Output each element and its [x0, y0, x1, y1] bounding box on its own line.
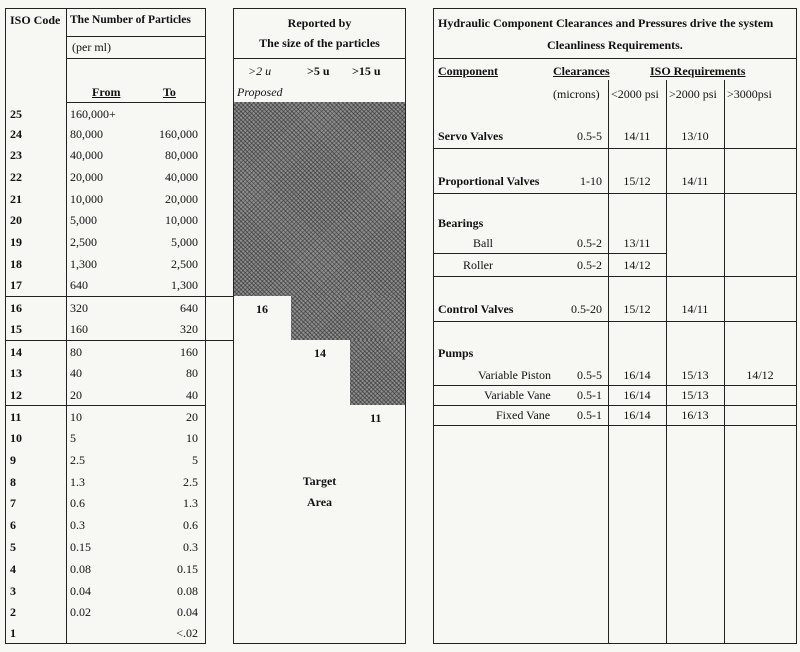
per-ml-label: (per ml) — [72, 40, 111, 54]
to-cell: 2,500 — [171, 257, 198, 271]
size-2u-label: >2 u — [248, 64, 272, 78]
to-cell: 80 — [186, 366, 198, 380]
iso-requirement-cell: 13/11 — [623, 236, 651, 250]
component-name-cell: Proportional Valves — [438, 174, 540, 188]
hatched-area-mid — [291, 296, 405, 340]
clearance-cell: 0.5-2 — [577, 236, 602, 250]
iso-code-cell: 11 — [10, 410, 22, 424]
iso-requirement-cell: 16/13 — [681, 408, 709, 422]
from-cell: 2,500 — [70, 235, 97, 249]
clearances-title-1: Hydraulic Component Clearances and Pressures drive the system — [438, 16, 774, 30]
iso-code-cell: 23 — [10, 148, 22, 162]
reported-title-1: Reported by — [287, 16, 352, 30]
to-cell: 0.6 — [183, 518, 198, 532]
component-name-cell: Variable Vane — [484, 388, 551, 402]
to-cell: 0.08 — [177, 584, 198, 598]
iso-requirement-cell: 15/12 — [623, 302, 651, 316]
from-cell: 1.3 — [70, 475, 85, 489]
to-cell: 2.5 — [183, 475, 198, 489]
particles-header: The Number of Particles — [70, 14, 191, 26]
hatched-area-lower — [350, 340, 405, 405]
from-cell: 640 — [70, 278, 88, 292]
iso-code-cell: 24 — [10, 127, 22, 141]
to-cell: 5,000 — [171, 235, 198, 249]
to-cell: <.02 — [176, 626, 198, 640]
from-cell: 0.08 — [70, 562, 91, 576]
component-name-cell: Bearings — [438, 216, 484, 230]
target-label-1: Target — [302, 474, 337, 488]
iso-requirement-cell: 14/11 — [681, 174, 709, 188]
iso-code-cell: 14 — [10, 345, 22, 359]
iso-requirement-cell: 16/14 — [623, 388, 651, 402]
from-cell: 0.6 — [70, 496, 85, 510]
from-cell: 1,300 — [70, 257, 97, 271]
value-16: 16 — [256, 302, 268, 316]
to-cell: 10 — [186, 431, 198, 445]
microns-label: (microns) — [553, 87, 600, 101]
size-15u-label: >15 u — [352, 64, 381, 78]
to-cell: 5 — [192, 453, 198, 467]
to-cell: 320 — [180, 322, 198, 336]
clearance-cell: 0.5-1 — [577, 388, 602, 402]
iso-code-header: ISO Code — [10, 13, 61, 27]
from-cell: 0.3 — [70, 518, 85, 532]
iso-code-cell: 19 — [10, 235, 22, 249]
to-cell: 160 — [180, 345, 198, 359]
from-cell: 80,000 — [70, 127, 103, 141]
from-cell: 10 — [70, 410, 82, 424]
clearance-cell: 0.5-1 — [577, 408, 602, 422]
iso-code-cell: 15 — [10, 322, 22, 336]
to-cell: 160,000 — [159, 127, 198, 141]
iso-requirement-cell: 16/14 — [623, 408, 651, 422]
from-cell: 0.02 — [70, 605, 91, 619]
iso-code-cell: 16 — [10, 301, 22, 315]
component-name-cell: Control Valves — [438, 302, 514, 316]
component-header: Component — [438, 64, 499, 78]
reported-title-2: The size of the particles — [259, 36, 380, 50]
iso-requirements-header: ISO Requirements — [650, 64, 746, 78]
from-cell: 40,000 — [70, 148, 103, 162]
iso-requirement-cell: 13/10 — [681, 129, 709, 143]
component-name-cell: Ball — [473, 236, 493, 250]
iso-code-cell: 21 — [10, 192, 22, 206]
iso-code-cell: 25 — [10, 107, 22, 121]
clearance-header: Clearances — [553, 64, 610, 78]
to-cell: 0.04 — [177, 605, 198, 619]
target-label-2: Area — [306, 495, 333, 509]
component-name-cell: Variable Piston — [478, 368, 551, 382]
iso-code-cell: 12 — [10, 388, 22, 402]
from-header: From — [92, 85, 121, 99]
clearance-cell: 0.5-2 — [577, 258, 602, 272]
clearance-cell: 0.5-5 — [577, 368, 602, 382]
clearance-cell: 0.5-20 — [571, 302, 602, 316]
to-cell: 640 — [180, 301, 198, 315]
iso-requirement-cell: 15/13 — [681, 368, 709, 382]
from-cell: 2.5 — [70, 453, 85, 467]
iso-code-cell: 4 — [10, 562, 16, 576]
iso-code-cell: 8 — [10, 475, 16, 489]
iso-code-cell: 20 — [10, 213, 22, 227]
from-cell: 80 — [70, 345, 82, 359]
to-header: To — [163, 85, 176, 99]
iso-code-cell: 18 — [10, 257, 22, 271]
psi-1-label: <2000 psi — [611, 87, 659, 101]
value-11: 11 — [370, 411, 382, 425]
clearances-title-2: Cleanliness Requirements. — [547, 38, 683, 52]
iso-requirement-cell: 14/11 — [681, 302, 709, 316]
component-name-cell: Pumps — [438, 346, 474, 360]
to-cell: 1,300 — [171, 278, 198, 292]
component-name-cell: Servo Valves — [438, 129, 504, 143]
from-cell: 0.04 — [70, 584, 91, 598]
clearance-cell: 1-10 — [580, 174, 602, 188]
proposed-label: Proposed — [237, 85, 283, 99]
from-cell: 20,000 — [70, 170, 103, 184]
iso-requirement-cell: 15/12 — [623, 174, 651, 188]
iso-requirement-cell: 14/12 — [623, 258, 651, 272]
iso-code-cell: 5 — [10, 540, 16, 554]
component-name-cell: Fixed Vane — [496, 408, 551, 422]
iso-requirement-cell: 14/11 — [623, 129, 651, 143]
iso-code-cell: 13 — [10, 366, 22, 380]
from-cell: 5 — [70, 431, 76, 445]
iso-code-cell: 3 — [10, 584, 16, 598]
psi-2-label: >2000 psi — [669, 87, 717, 101]
iso-requirement-cell: 16/14 — [623, 368, 651, 382]
from-cell: 20 — [70, 388, 82, 402]
from-cell: 5,000 — [70, 213, 97, 227]
iso-code-cell: 22 — [10, 170, 22, 184]
to-cell: 80,000 — [165, 148, 198, 162]
size-5u-label: >5 u — [307, 64, 330, 78]
hatched-area-upper — [234, 102, 405, 296]
iso-code-cell: 9 — [10, 453, 16, 467]
iso-code-cell: 7 — [10, 496, 16, 510]
to-cell: 40,000 — [165, 170, 198, 184]
to-cell: 20 — [186, 410, 198, 424]
from-cell: 320 — [70, 301, 88, 315]
to-cell: 0.3 — [183, 540, 198, 554]
iso-code-cell: 6 — [10, 518, 16, 532]
from-cell: 40 — [70, 366, 82, 380]
iso-code-cell: 10 — [10, 431, 22, 445]
iso-code-cell: 2 — [10, 605, 16, 619]
to-cell: 1.3 — [183, 496, 198, 510]
psi-3-label: >3000psi — [727, 87, 772, 101]
to-cell: 20,000 — [165, 192, 198, 206]
from-cell: 160,000+ — [70, 107, 116, 121]
from-cell: 10,000 — [70, 192, 103, 206]
from-cell: 160 — [70, 322, 88, 336]
iso-code-cell: 17 — [10, 278, 22, 292]
iso-code-cell: 1 — [10, 626, 16, 640]
to-cell: 40 — [186, 388, 198, 402]
value-14: 14 — [314, 346, 326, 360]
to-cell: 10,000 — [165, 213, 198, 227]
iso-requirement-cell: 15/13 — [681, 388, 709, 402]
clearance-cell: 0.5-5 — [577, 129, 602, 143]
iso-requirement-cell: 14/12 — [746, 368, 774, 382]
to-cell: 0.15 — [177, 562, 198, 576]
from-cell: 0.15 — [70, 540, 91, 554]
component-name-cell: Roller — [463, 258, 493, 272]
